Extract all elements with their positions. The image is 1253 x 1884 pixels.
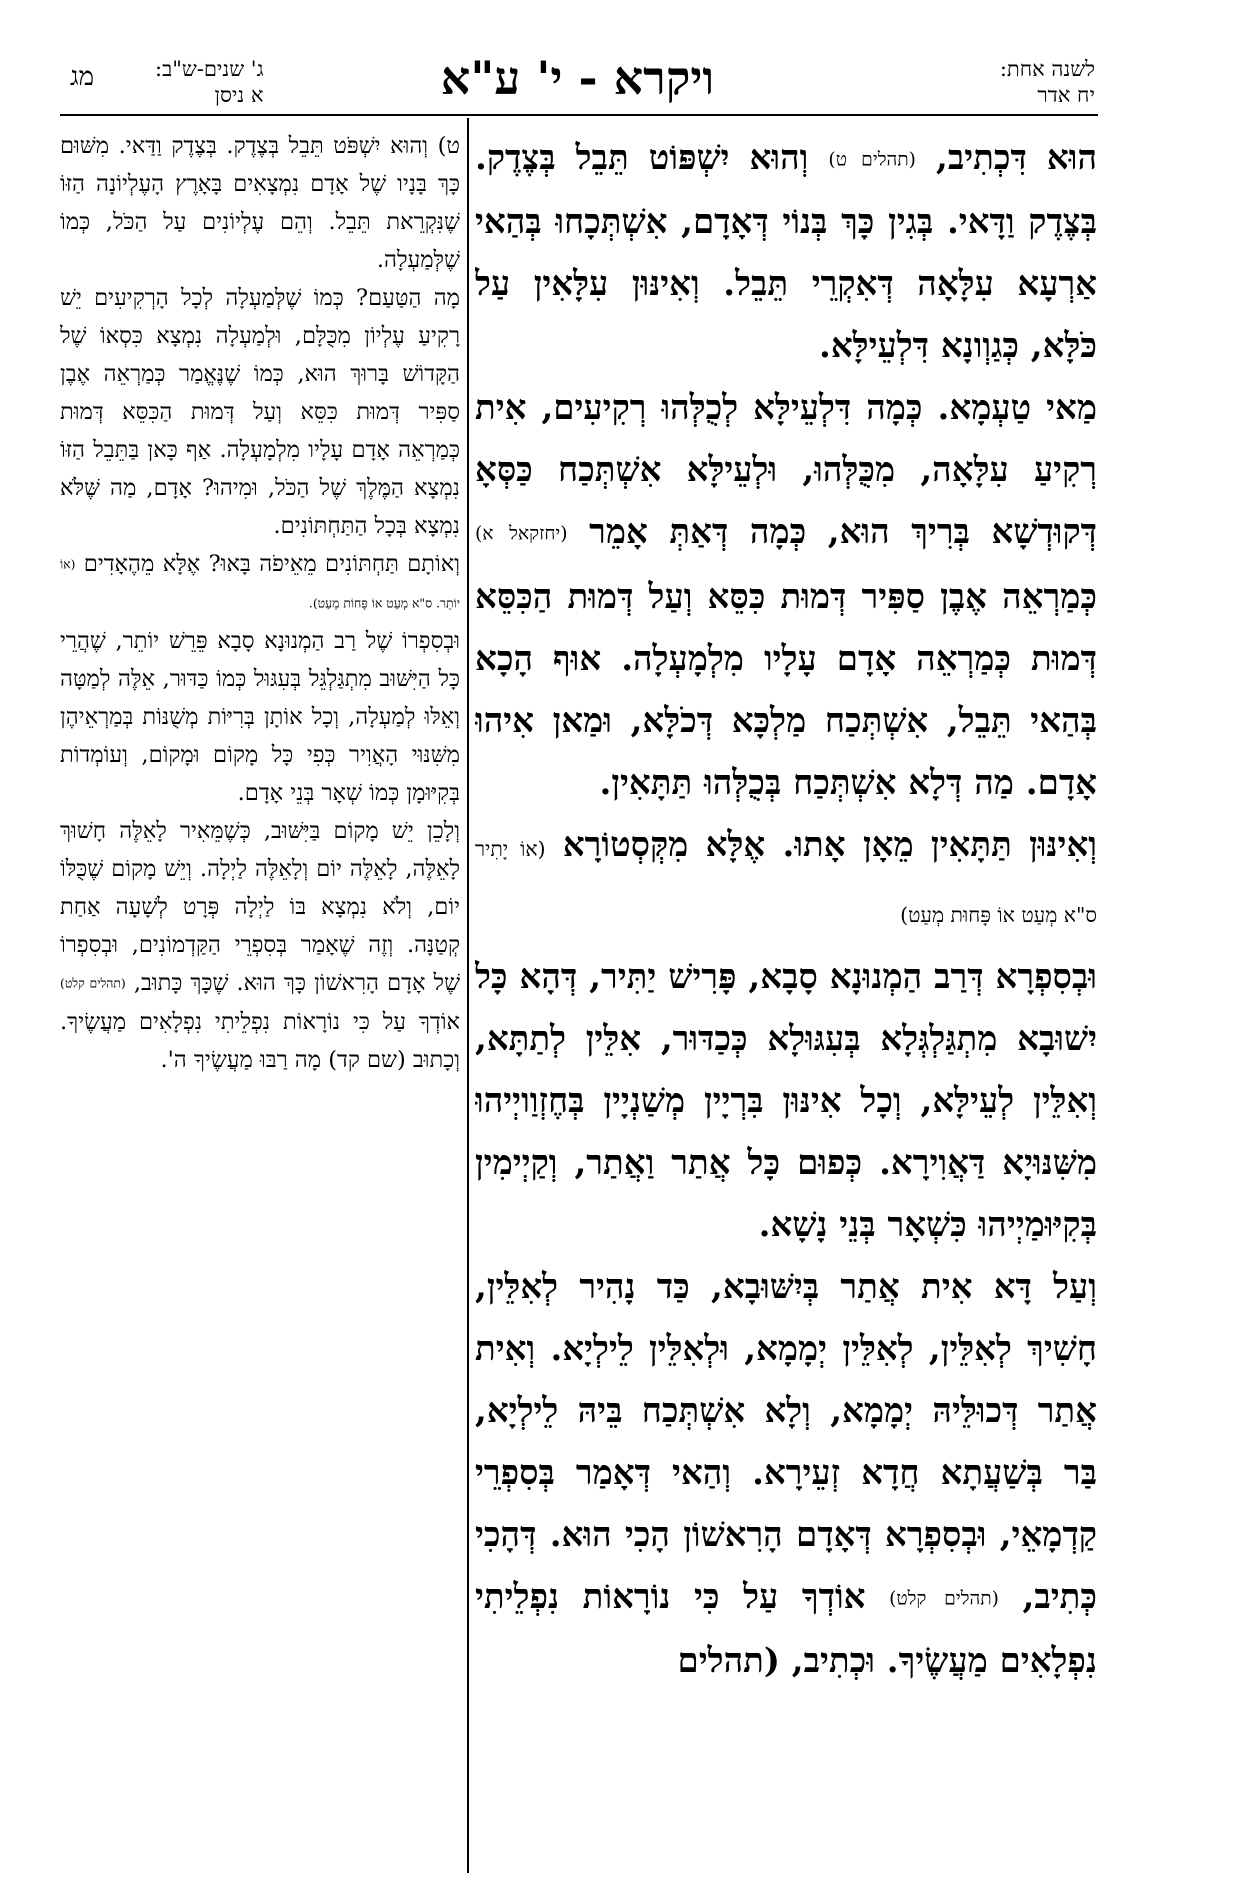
main-paragraph: מַאי טַעְמָא. כְּמָה דִּלְעֵילָּא לְכֻלְּהוּ רְקִיעִים, אִית רְקִיעַ עִלָּאָה, מִכֻּלְּהוּ, וּלְעֵילָּא אִשְׁתְּכַח כַּסְּאָ דְּקוּדְשָׁא בְּרִיךְ הוּא, כְּמָה דְּאַתְּ אָמֵר (יחזקאל א) כְּמַרְאֵה אֶבֶן סַפִּיר דְּמוּת כִּסֵּא וְעַל דְּמוּת הַכִּסֵּא דְּמוּת כְּמַרְאֵה אָדָם עָלָיו מִלְמָעְלָה. אוּף הָכָא בְּהַאי תֵּבֵל, אִשְׁתְּכַח מַלְכָּא דְּכֹלָּא, וּמַאן אִיהוּ אָדָם. מַה דְּלָא אִשְׁתְּכַח בְּכֻלְּהוּ תַּתָּאִין.: [475, 388, 1097, 803]
schedule-label: ג' שנים-ש"ב:: [155, 57, 264, 81]
schedule-label: לשנה אחת:: [999, 57, 1095, 81]
main-paragraph: וְאִינּוּן תַּתָּאִין מֵאָן אָתוּ. אֶלָּא מִקְּסְטוֹרָא (אוֹ יָתִיר ס"א מְעַט אוֹ פָּחוּת מְעַט): [475, 824, 1097, 927]
schedule-date: א ניסן: [214, 83, 264, 107]
study-schedule-three-years: [155, 56, 264, 108]
translation-paragraph: וּבְסִפְרוֹ שֶׁל רַב הַמְנוּנָא סָבָא פֵּרֵשׁ יוֹתֵר, שֶׁהֲרֵי כָּל הַיִּשּׁוּב מִתְגַּלְגֵּל בְּעִגּוּל כְּמוֹ כַּדּוּר, אֵלֶּה לְמַטָּה וְאֵלּוּ לְמַעְלָה, וְכָל אוֹתָן בְּרִיּוֹת מְשֻׁנּוֹת בְּמַרְאֵיהֶן מִשִּׁנּוּי הָאֲוִיר כְּפִי כָּל מָקוֹם וּמָקוֹם, וְעוֹמְדוֹת בְּקִיּוּמָן כְּמוֹ שְׁאָר בְּנֵי אָדָם.: [60, 628, 460, 807]
translation-paragraph: מָה הַטַּעַם? כְּמוֹ שֶׁלְּמַעְלָה לְכָל הָרְקִיעִים יֵשׁ רָקִיעַ עֶלְיוֹן מִכֻּלָּם, וּלְמַעְלָה נִמְצָא כִּסְאוֹ שֶׁל הַקָּדוֹשׁ בָּרוּךְ הוּא, כְּמוֹ שֶׁנֶּאֱמַר כְּמַרְאֵה אֶבֶן סַפִּיר דְּמוּת כִּסֵּא וְעַל דְּמוּת הַכִּסֵּא דְּמוּת כְּמַרְאֵה אָדָם עָלָיו מִלְמָעְלָה. אַף כָּאן בַּתֵּבֵל הַזּוֹ נִמְצָא הַמֶּלֶךְ שֶׁל הַכֹּל, וּמִיהוּ? אָדָם, מַה שֶּׁלֹּא נִמְצָא בְּכָל הַתַּחְתּוֹנִים.: [60, 285, 460, 539]
page-title: ויקרא - י' ע"א: [440, 51, 715, 105]
main-paragraph: וְעַל דָּא אִית אֲתַר בְּיִשּׁוּבָא, כַּד נָהִיר לְאִלֵּין, חָשִׁיךְ לְאִלֵּין, לְאִלֵּין יְמָמָא, וּלְאִלֵּין לֵילְיָא. וְאִית אֲתַר דְּכוּלֵּיהּ יְמָמָא, וְלָא אִשְׁתְּכַח בֵּיהּ לֵילְיָא, בַּר בְּשַׁעֲתָא חֲדָא זְעֵירָא. וְהַאי דְּאָמַר בְּסִפְרֵי קַדְמָאֵי, וּבְסִפְרָא דְּאָדָם הָרִאשׁוֹן הָכִי הוּא. דְּהָכִי כְּתִיב, (תהלים קלט) אוֹדְךָ עַל כִּי נוֹרָאוֹת נִפְלֵיתִי נִפְלָאִים מַעֲשֶׂיךָ. וּכְתִיב, (תהלים: [475, 1266, 1097, 1681]
main-text-column: [475, 127, 1097, 1867]
source-reference: (תהלים קלט): [889, 1587, 999, 1609]
variant-note: (אוֹ יָתִיר ס"א מְעַט אוֹ פָּחוּת מְעַט): [475, 836, 1097, 927]
translation-paragraph: וְלָכֵן יֵשׁ מָקוֹם בַּיִּשּׁוּב, כְּשֶׁמֵּאִיר לָאֵלֶּה חָשׁוּךְ לָאֵלֶּה, לָאֵלֶּה יוֹם וְלָאֵלֶּה לַיְלָה. וְיֵשׁ מָקוֹם שֶׁכֻּלּוֹ יוֹם, וְלֹא נִמְצָא בּוֹ לַיְלָה פְּרָט לְשָׁעָה אַחַת קְטַנָּה. וְזֶה שֶׁאָמַר בְּסִפְרֵי הַקַּדְמוֹנִים, וּבְסִפְרוֹ שֶׁל אָדָם הָרִאשׁוֹן כָּךְ הוּא. שֶׁכָּךְ כָּתוּב, (תהלים קלט) אוֹדְךָ עַל כִּי נוֹרָאוֹת נִפְלֵיתִי נִפְלָאִים מַעֲשֶׂיךָ. וְכָתוּב (שם קד) מָה רַבּוּ מַעֲשֶׂיךָ ה'.: [60, 818, 460, 1073]
column-divider: [467, 118, 469, 1873]
translation-column: [60, 127, 460, 1867]
page-number: מג: [70, 62, 94, 92]
translation-paragraph: וְאוֹתָם תַּחְתּוֹנִים מֵאֵיפֹה בָּאוּ? אֶלָּא מֵהֶאָדִים (אוֹ יוֹתֵר. ס"א מְעַט אוֹ פָּחוֹת מְעַט).: [60, 551, 460, 611]
source-reference: (תהלים קלט): [60, 976, 126, 991]
page-header: [60, 48, 1095, 113]
source-reference: (אוֹ יוֹתֵר. ס"א מְעַט אוֹ פָּחוֹת מְעַט).: [60, 557, 460, 611]
header-divider: [60, 114, 1098, 116]
source-reference: (יחזקאל א): [475, 523, 568, 545]
translation-paragraph: ט) וְהוּא יִשְׁפֹּט תֵּבֵל בְּצֶדֶק. בְּצֶדֶק וַדַּאי. מִשּׁוּם כָּךְ בָּנָיו שֶׁל אָדָם נִמְצָאִים בָּאָרֶץ הָעֶלְיוֹנָה הַזּוֹ שֶׁנִּקְרֵאת תֵּבֵל. וְהֵם עֶלְיוֹנִים עַל הַכֹּל, כְּמוֹ שֶׁלְּמַעְלָה.: [60, 133, 460, 273]
main-paragraph: הוּא דִּכְתִיב, (תהלים ט) וְהוּא יִשְׁפּוֹט תֵּבֵל בְּצֶדֶק. בְּצֶדֶק וַדָּאי. בְּגִין כָּךְ בְּנוֹי דְּאָדָם, אִשְׁתְּכָחוּ בְּהַאי אַרְעָא עִלָּאָה דְּאִקְרֵי תֵּבֵל. וְאִינּוּן עִלָּאִין עַל כֹּלָּא, כְּגַוְונָא דִּלְעֵילָּא.: [475, 138, 1097, 367]
source-reference: (תהלים ט): [828, 149, 916, 171]
main-paragraph: וּבְסִפְרָא דְּרַב הַמְנוּנָא סָבָא, פָּרִישׁ יַתִּיר, דְּהָא כָּל יִשׁוּבָא מִתְגַּלְגְּלָא בְּעִגּוּלָא כְּכַדּוּר, אִלֵּין לְתַתָּא, וְאִלֵּין לְעֵילָּא, וְכָל אִינּוּן בִּרְיָין מְשַׁנְיָין בְּחֶזְוַויְיהוּ מִשִּׁנּוּיָא דַּאֲוִירָא. כְּפוּם כָּל אֲתַר וַאֲתַר, וְקַיְימִין בְּקִיּוּמַיְיהוּ כִּשְׁאָר בְּנֵי נָשָׁא.: [475, 956, 1097, 1245]
schedule-date: יח אדר: [1037, 83, 1095, 107]
